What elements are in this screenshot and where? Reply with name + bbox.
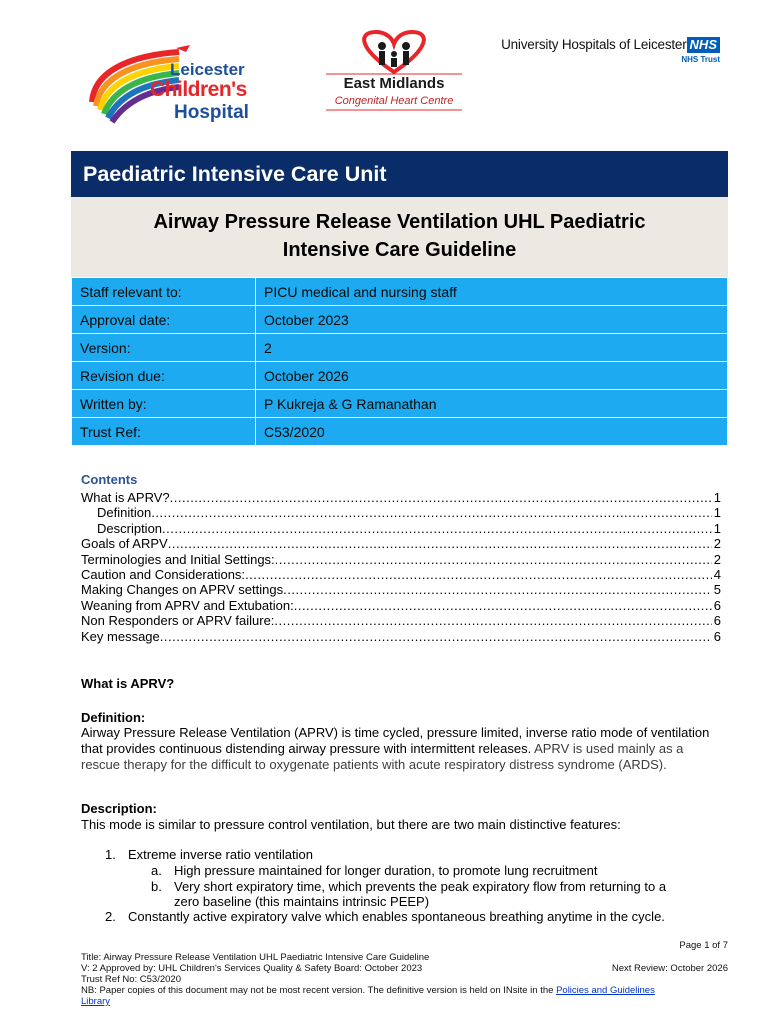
toc-entry[interactable] [81,490,721,505]
toc-entry-label: Description [97,520,163,536]
footer-title: Title: Airway Pressure Release Ventilation UHL Paediatric Intensive Care Guideline [81,952,430,963]
list-item-1: Extreme inverse ratio ventilation [128,847,313,862]
toc-entry-label: Definition [97,505,152,521]
list-letter-a: a. [151,863,162,878]
toc-entry-label: What is APRV? [81,490,170,505]
info-row [72,418,728,446]
description-heading: Description: [81,801,157,816]
footer-version [81,963,728,974]
east-midlands-title: East Midlands [343,75,445,92]
info-label: Staff relevant to: [72,278,256,306]
info-value: C53/2020 [256,418,728,446]
description-paragraph: This mode is similar to pressure control ventilation, but there are two main distinctive features: [81,817,621,832]
info-row [72,278,728,306]
section-heading: What is APRV? [81,676,175,691]
toc-entry-label: Making Changes on APRV settings [81,582,284,598]
unit-banner: Paediatric Intensive Care Unit [71,151,728,197]
toc-entry-page: 2 [713,536,721,552]
document-info-table [71,277,728,446]
leicester-childrens-hospital-logo [84,44,274,130]
footer-trust-ref: Trust Ref No: C53/2020 [81,974,181,985]
toc-entry-page: 5 [713,582,721,598]
nhs-badge: NHS [687,37,720,53]
list-item-1b-line2: zero baseline (this maintains intrinsic PEEP) [174,894,430,909]
footer-version-text: V: 2 Approved by: UHL Children's Services Quality & Safety Board: October 2023 [81,963,423,974]
toc-leader-dots [151,505,712,520]
toc-entry-page: 1 [713,505,721,521]
toc-leader-dots [168,536,712,551]
toc-entry[interactable] [81,536,721,551]
info-row [72,390,728,418]
toc-entry[interactable] [81,552,721,567]
info-label: Written by: [72,390,256,418]
toc-entry-label: Terminologies and Initial Settings: [81,551,275,567]
policies-guidelines-link[interactable]: Policies and Guidelines [556,985,655,996]
definition-heading: Definition: [81,710,146,725]
footer-nb [81,985,728,996]
info-label: Approval date: [72,306,256,334]
info-row [72,334,728,362]
toc-leader-dots [245,567,712,582]
toc-entry[interactable] [81,567,721,582]
list-number-1: 1. [105,847,116,862]
east-midlands-subtitle: Congenital Heart Centre [334,95,454,107]
library-link[interactable]: Library [81,996,111,1007]
definition-text-2: APRV is used mainly as a rescue therapy for the difficult to oxygenate patients with acute respiratory distress syndrome (ARDS). [81,741,684,772]
toc-entry-page: 1 [713,520,721,536]
toc-entry[interactable] [81,613,721,628]
toc-leader-dots [283,582,712,597]
toc-entry-label: Goals of ARPV [81,536,168,552]
info-value: October 2026 [256,362,728,390]
footer-nb-text: NB: Paper copies of this document may not be most recent version. The definitive version is held on INsite in the [81,985,557,996]
info-value: 2 [256,334,728,362]
footer-next-review: Next Review: October 2026 [611,963,728,974]
toc-leader-dots [274,613,711,628]
toc-leader-dots [294,598,712,613]
definition-paragraph [81,725,721,773]
lch-logo-line1: Leicester [170,60,245,79]
info-label: Trust Ref: [72,418,256,446]
footer-nb-line2 [81,996,728,1007]
toc-entry-page: 1 [713,490,721,505]
definition-text-1: Airway Pressure Release Ventilation (APRV) is time cycled, pressure limited, inverse ratio mode of ventilation that provides continuous distending airway pressure with intermittent releases. [81,725,710,756]
list-item-1b-line1: Very short expiratory time, which prevents the peak expiratory flow from returning to a [174,879,667,894]
toc-entry-page: 4 [713,567,721,583]
toc-entry[interactable] [81,582,721,597]
toc-entry-page: 6 [713,613,721,629]
toc-entry[interactable] [81,629,721,644]
info-row [72,306,728,334]
nhs-trust-label: NHS Trust [681,55,720,64]
info-value: PICU medical and nursing staff [256,278,728,306]
toc-entry[interactable] [81,598,721,613]
info-value: October 2023 [256,306,728,334]
table-of-contents [81,490,721,644]
toc-leader-dots [160,629,712,644]
contents-heading: Contents [81,472,138,487]
document-title-line2: Intensive Care Guideline [282,239,517,261]
list-number-2: 2. [105,909,116,924]
lch-logo-line3: Hospital [174,102,249,123]
uhl-nhs-logo [501,36,720,64]
toc-entry-label: Caution and Considerations: [81,567,246,583]
document-title-box [71,197,728,277]
toc-entry-page: 6 [713,628,721,644]
list-letter-b: b. [151,879,162,894]
toc-entry-label: Key message [81,628,160,644]
toc-entry-label: Non Responders or APRV failure: [81,613,275,629]
toc-entry[interactable] [81,505,721,520]
toc-entry-page: 6 [713,597,721,613]
list-item-2: Constantly active expiratory valve which enables spontaneous breathing anytime in the cycle. [128,909,665,924]
lch-logo-line2: Children's [150,78,247,101]
toc-leader-dots [170,490,712,505]
uhl-name: University Hospitals of Leicester [501,37,687,53]
info-row [72,362,728,390]
toc-entry-page: 2 [713,551,721,567]
info-label: Revision due: [72,362,256,390]
toc-leader-dots [275,552,712,567]
info-label: Version: [72,334,256,362]
toc-leader-dots [162,521,712,536]
document-title-line1: Airway Pressure Release Ventilation UHL Paediatric [153,211,646,233]
toc-entry[interactable] [81,521,721,536]
list-item-1a: High pressure maintained for longer duration, to promote lung recruitment [174,863,598,878]
info-value: P Kukreja & G Ramanathan [256,390,728,418]
east-midlands-logo [318,28,470,124]
page-number: Page 1 of 7 [679,940,728,951]
toc-entry-label: Weaning from APRV and Extubation: [81,597,294,613]
